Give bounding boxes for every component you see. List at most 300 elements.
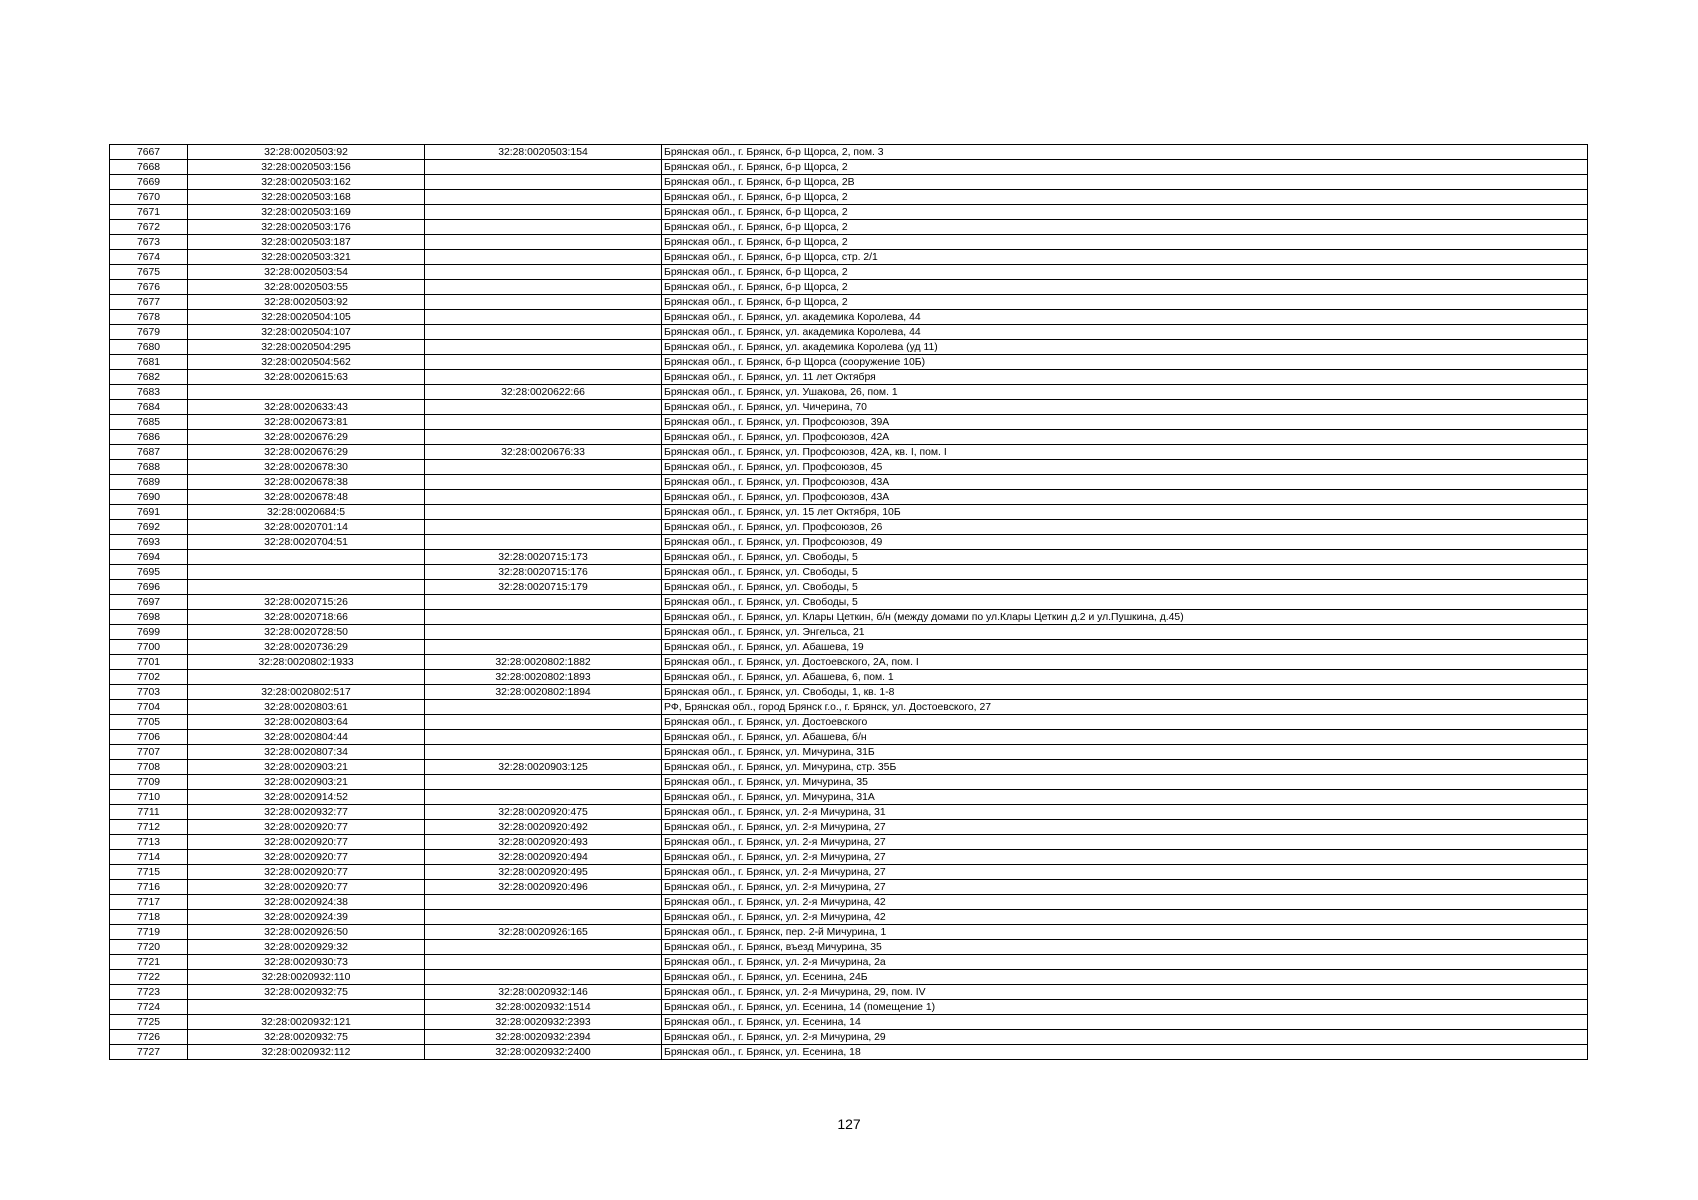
address-cell: Брянская обл., г. Брянск, ул. 2-я Мичурина, 27 (662, 850, 1588, 865)
object-cadastral-number-cell (425, 475, 662, 490)
object-cadastral-number-cell: 32:28:0020920:493 (425, 835, 662, 850)
row-number-cell: 7697 (110, 595, 188, 610)
table-row (110, 430, 1588, 445)
table-row (110, 850, 1588, 865)
object-cadastral-number-cell: 32:28:0020903:125 (425, 760, 662, 775)
object-cadastral-number-cell: 32:28:0020920:475 (425, 805, 662, 820)
land-cadastral-number-cell: 32:28:0020728:50 (188, 625, 425, 640)
row-number-cell: 7708 (110, 760, 188, 775)
object-cadastral-number-cell (425, 340, 662, 355)
land-cadastral-number-cell: 32:28:0020503:156 (188, 160, 425, 175)
row-number-cell: 7716 (110, 880, 188, 895)
object-cadastral-number-cell (425, 400, 662, 415)
table-row (110, 280, 1588, 295)
row-number-cell: 7698 (110, 610, 188, 625)
row-number-cell: 7687 (110, 445, 188, 460)
land-cadastral-number-cell: 32:28:0020615:63 (188, 370, 425, 385)
row-number-cell: 7681 (110, 355, 188, 370)
land-cadastral-number-cell: 32:28:0020704:51 (188, 535, 425, 550)
table-row (110, 535, 1588, 550)
table-row (110, 475, 1588, 490)
address-cell: Брянская обл., г. Брянск, б-р Щорса, 2 (662, 160, 1588, 175)
land-cadastral-number-cell: 32:28:0020926:50 (188, 925, 425, 940)
address-cell: Брянская обл., г. Брянск, ул. академика Королева (уд 11) (662, 340, 1588, 355)
address-cell: Брянская обл., г. Брянск, ул. Есенина, 18 (662, 1045, 1588, 1060)
land-cadastral-number-cell: 32:28:0020930:73 (188, 955, 425, 970)
address-cell: Брянская обл., г. Брянск, ул. Абашева, б/н (662, 730, 1588, 745)
table-row (110, 1000, 1588, 1015)
table-row (110, 295, 1588, 310)
table-row (110, 640, 1588, 655)
address-cell: Брянская обл., г. Брянск, ул. Есенина, 14 (662, 1015, 1588, 1030)
land-cadastral-number-cell: 32:28:0020503:92 (188, 145, 425, 160)
table-row (110, 550, 1588, 565)
land-cadastral-number-cell: 32:28:0020903:21 (188, 760, 425, 775)
row-number-cell: 7724 (110, 1000, 188, 1015)
table-row (110, 400, 1588, 415)
address-cell: Брянская обл., г. Брянск, ул. академика Королева, 44 (662, 310, 1588, 325)
land-cadastral-number-cell: 32:28:0020932:75 (188, 1030, 425, 1045)
land-cadastral-number-cell: 32:28:0020715:26 (188, 595, 425, 610)
object-cadastral-number-cell: 32:28:0020920:492 (425, 820, 662, 835)
table-row (110, 490, 1588, 505)
address-cell: Брянская обл., г. Брянск, ул. Профсоюзов, 26 (662, 520, 1588, 535)
row-number-cell: 7670 (110, 190, 188, 205)
address-cell: Брянская обл., г. Брянск, ул. 2-я Мичурина, 29, пом. IV (662, 985, 1588, 1000)
object-cadastral-number-cell: 32:28:0020802:1882 (425, 655, 662, 670)
row-number-cell: 7722 (110, 970, 188, 985)
row-number-cell: 7700 (110, 640, 188, 655)
row-number-cell: 7725 (110, 1015, 188, 1030)
table-row (110, 595, 1588, 610)
object-cadastral-number-cell: 32:28:0020932:1514 (425, 1000, 662, 1015)
address-cell: Брянская обл., г. Брянск, ул. Свободы, 5 (662, 580, 1588, 595)
land-cadastral-number-cell: 32:28:0020504:295 (188, 340, 425, 355)
object-cadastral-number-cell (425, 280, 662, 295)
object-cadastral-number-cell (425, 190, 662, 205)
table-row (110, 415, 1588, 430)
land-cadastral-number-cell: 32:28:0020802:1933 (188, 655, 425, 670)
row-number-cell: 7690 (110, 490, 188, 505)
table-row (110, 145, 1588, 160)
land-cadastral-number-cell: 32:28:0020932:77 (188, 805, 425, 820)
table-row (110, 1015, 1588, 1030)
row-number-cell: 7691 (110, 505, 188, 520)
row-number-cell: 7686 (110, 430, 188, 445)
row-number-cell: 7688 (110, 460, 188, 475)
object-cadastral-number-cell (425, 625, 662, 640)
object-cadastral-number-cell (425, 355, 662, 370)
table-row (110, 820, 1588, 835)
land-cadastral-number-cell: 32:28:0020503:162 (188, 175, 425, 190)
object-cadastral-number-cell (425, 775, 662, 790)
row-number-cell: 7694 (110, 550, 188, 565)
row-number-cell: 7717 (110, 895, 188, 910)
table-row (110, 580, 1588, 595)
table-row (110, 385, 1588, 400)
row-number-cell: 7727 (110, 1045, 188, 1060)
row-number-cell: 7672 (110, 220, 188, 235)
object-cadastral-number-cell (425, 895, 662, 910)
land-cadastral-number-cell: 32:28:0020504:105 (188, 310, 425, 325)
object-cadastral-number-cell (425, 370, 662, 385)
address-cell: Брянская обл., г. Брянск, ул. Достоевского (662, 715, 1588, 730)
table-row (110, 310, 1588, 325)
address-cell: Брянская обл., г. Брянск, ул. Мичурина, 31Б (662, 745, 1588, 760)
address-cell: Брянская обл., г. Брянск, ул. 2-я Мичурина, 2а (662, 955, 1588, 970)
address-cell: Брянская обл., г. Брянск, ул. Свободы, 5 (662, 550, 1588, 565)
row-number-cell: 7679 (110, 325, 188, 340)
object-cadastral-number-cell (425, 970, 662, 985)
land-cadastral-number-cell: 32:28:0020503:92 (188, 295, 425, 310)
row-number-cell: 7718 (110, 910, 188, 925)
land-cadastral-number-cell: 32:28:0020920:77 (188, 835, 425, 850)
table-row (110, 835, 1588, 850)
row-number-cell: 7682 (110, 370, 188, 385)
address-cell: Брянская обл., г. Брянск, б-р Щорса, 2 (662, 280, 1588, 295)
address-cell: Брянская обл., г. Брянск, ул. Есенина, 14 (помещение 1) (662, 1000, 1588, 1015)
address-cell: Брянская обл., г. Брянск, ул. Профсоюзов, 42А (662, 430, 1588, 445)
object-cadastral-number-cell (425, 250, 662, 265)
address-cell: Брянская обл., г. Брянск, ул. Свободы, 5 (662, 565, 1588, 580)
table-row (110, 775, 1588, 790)
object-cadastral-number-cell (425, 520, 662, 535)
land-cadastral-number-cell: 32:28:0020503:54 (188, 265, 425, 280)
row-number-cell: 7715 (110, 865, 188, 880)
row-number-cell: 7699 (110, 625, 188, 640)
table-row (110, 205, 1588, 220)
object-cadastral-number-cell (425, 700, 662, 715)
address-cell: Брянская обл., г. Брянск, б-р Щорса, 2 (662, 265, 1588, 280)
row-number-cell: 7671 (110, 205, 188, 220)
row-number-cell: 7685 (110, 415, 188, 430)
row-number-cell: 7695 (110, 565, 188, 580)
object-cadastral-number-cell (425, 715, 662, 730)
land-cadastral-number-cell: 32:28:0020924:39 (188, 910, 425, 925)
table-row (110, 160, 1588, 175)
object-cadastral-number-cell: 32:28:0020622:66 (425, 385, 662, 400)
address-cell: Брянская обл., г. Брянск, б-р Щорса, 2 (662, 220, 1588, 235)
object-cadastral-number-cell (425, 325, 662, 340)
table-row (110, 175, 1588, 190)
table-row (110, 1045, 1588, 1060)
land-cadastral-number-cell: 32:28:0020903:21 (188, 775, 425, 790)
land-cadastral-number-cell: 32:28:0020503:169 (188, 205, 425, 220)
table-row (110, 970, 1588, 985)
address-cell: Брянская обл., г. Брянск, б-р Щорса, 2, пом. 3 (662, 145, 1588, 160)
row-number-cell: 7712 (110, 820, 188, 835)
land-cadastral-number-cell: 32:28:0020914:52 (188, 790, 425, 805)
object-cadastral-number-cell (425, 610, 662, 625)
row-number-cell: 7678 (110, 310, 188, 325)
table-row (110, 730, 1588, 745)
address-cell: Брянская обл., г. Брянск, б-р Щорса, 2В (662, 175, 1588, 190)
object-cadastral-number-cell (425, 910, 662, 925)
land-cadastral-number-cell: 32:28:0020678:30 (188, 460, 425, 475)
object-cadastral-number-cell: 32:28:0020932:2400 (425, 1045, 662, 1060)
address-cell: Брянская обл., г. Брянск, ул. 2-я Мичурина, 27 (662, 880, 1588, 895)
land-cadastral-number-cell: 32:28:0020736:29 (188, 640, 425, 655)
table-row (110, 610, 1588, 625)
object-cadastral-number-cell (425, 235, 662, 250)
land-cadastral-number-cell: 32:28:0020718:66 (188, 610, 425, 625)
land-cadastral-number-cell (188, 580, 425, 595)
address-cell: Брянская обл., г. Брянск, б-р Щорса (сооружение 10Б) (662, 355, 1588, 370)
land-cadastral-number-cell: 32:28:0020802:517 (188, 685, 425, 700)
table-row (110, 355, 1588, 370)
row-number-cell: 7675 (110, 265, 188, 280)
table-row (110, 985, 1588, 1000)
row-number-cell: 7711 (110, 805, 188, 820)
address-cell: Брянская обл., г. Брянск, ул. 2-я Мичурина, 42 (662, 895, 1588, 910)
table-row (110, 265, 1588, 280)
table-row (110, 745, 1588, 760)
object-cadastral-number-cell: 32:28:0020920:494 (425, 850, 662, 865)
object-cadastral-number-cell: 32:28:0020920:495 (425, 865, 662, 880)
table-row (110, 655, 1588, 670)
address-cell: Брянская обл., г. Брянск, б-р Щорса, 2 (662, 235, 1588, 250)
row-number-cell: 7677 (110, 295, 188, 310)
address-cell: Брянская обл., г. Брянск, ул. Энгельса, 21 (662, 625, 1588, 640)
land-cadastral-number-cell: 32:28:0020503:321 (188, 250, 425, 265)
address-cell: Брянская обл., г. Брянск, ул. Профсоюзов, 39А (662, 415, 1588, 430)
table-row (110, 340, 1588, 355)
row-number-cell: 7721 (110, 955, 188, 970)
object-cadastral-number-cell: 32:28:0020920:496 (425, 880, 662, 895)
address-cell: Брянская обл., г. Брянск, ул. Мичурина, стр. 35Б (662, 760, 1588, 775)
object-cadastral-number-cell (425, 295, 662, 310)
row-number-cell: 7676 (110, 280, 188, 295)
row-number-cell: 7714 (110, 850, 188, 865)
object-cadastral-number-cell: 32:28:0020926:165 (425, 925, 662, 940)
table-row (110, 895, 1588, 910)
table-row (110, 520, 1588, 535)
address-cell: Брянская обл., г. Брянск, ул. Профсоюзов, 43А (662, 490, 1588, 505)
land-cadastral-number-cell: 32:28:0020920:77 (188, 865, 425, 880)
object-cadastral-number-cell: 32:28:0020932:2394 (425, 1030, 662, 1045)
land-cadastral-number-cell: 32:28:0020920:77 (188, 850, 425, 865)
object-cadastral-number-cell (425, 220, 662, 235)
address-cell: Брянская обл., г. Брянск, ул. академика Королева, 44 (662, 325, 1588, 340)
row-number-cell: 7701 (110, 655, 188, 670)
address-cell: Брянская обл., г. Брянск, ул. Мичурина, 35 (662, 775, 1588, 790)
land-cadastral-number-cell: 32:28:0020503:176 (188, 220, 425, 235)
land-cadastral-number-cell: 32:28:0020920:77 (188, 820, 425, 835)
row-number-cell: 7673 (110, 235, 188, 250)
address-cell: Брянская обл., г. Брянск, ул. 2-я Мичурина, 31 (662, 805, 1588, 820)
land-cadastral-number-cell: 32:28:0020676:29 (188, 430, 425, 445)
object-cadastral-number-cell: 32:28:0020802:1893 (425, 670, 662, 685)
table-row (110, 685, 1588, 700)
object-cadastral-number-cell (425, 595, 662, 610)
land-cadastral-number-cell: 32:28:0020932:112 (188, 1045, 425, 1060)
row-number-cell: 7713 (110, 835, 188, 850)
table-row (110, 805, 1588, 820)
row-number-cell: 7683 (110, 385, 188, 400)
row-number-cell: 7696 (110, 580, 188, 595)
object-cadastral-number-cell (425, 265, 662, 280)
table-row (110, 715, 1588, 730)
land-cadastral-number-cell: 32:28:0020924:38 (188, 895, 425, 910)
row-number-cell: 7704 (110, 700, 188, 715)
object-cadastral-number-cell: 32:28:0020503:154 (425, 145, 662, 160)
records-table (109, 144, 1588, 1060)
address-cell: Брянская обл., г. Брянск, ул. Чичерина, 70 (662, 400, 1588, 415)
row-number-cell: 7705 (110, 715, 188, 730)
address-cell: Брянская обл., г. Брянск, б-р Щорса, 2 (662, 205, 1588, 220)
row-number-cell: 7692 (110, 520, 188, 535)
row-number-cell: 7710 (110, 790, 188, 805)
object-cadastral-number-cell (425, 205, 662, 220)
address-cell: Брянская обл., г. Брянск, ул. Свободы, 5 (662, 595, 1588, 610)
table-row (110, 910, 1588, 925)
address-cell: Брянская обл., г. Брянск, ул. Профсоюзов, 43А (662, 475, 1588, 490)
address-cell: Брянская обл., г. Брянск, ул. Профсоюзов, 45 (662, 460, 1588, 475)
object-cadastral-number-cell (425, 730, 662, 745)
object-cadastral-number-cell: 32:28:0020715:173 (425, 550, 662, 565)
row-number-cell: 7707 (110, 745, 188, 760)
table-row (110, 625, 1588, 640)
table-row (110, 370, 1588, 385)
page-number: 127 (837, 1116, 861, 1132)
address-cell: Брянская обл., г. Брянск, ул. 11 лет Октября (662, 370, 1588, 385)
object-cadastral-number-cell (425, 745, 662, 760)
row-number-cell: 7702 (110, 670, 188, 685)
table-row (110, 445, 1588, 460)
land-cadastral-number-cell (188, 565, 425, 580)
land-cadastral-number-cell: 32:28:0020504:107 (188, 325, 425, 340)
object-cadastral-number-cell (425, 640, 662, 655)
land-cadastral-number-cell: 32:28:0020673:81 (188, 415, 425, 430)
object-cadastral-number-cell (425, 790, 662, 805)
address-cell: Брянская обл., г. Брянск, ул. Профсоюзов, 42А, кв. I, пом. I (662, 445, 1588, 460)
table-row (110, 925, 1588, 940)
address-cell: Брянская обл., г. Брянск, ул. Профсоюзов, 49 (662, 535, 1588, 550)
land-cadastral-number-cell: 32:28:0020929:32 (188, 940, 425, 955)
table-row (110, 670, 1588, 685)
land-cadastral-number-cell: 32:28:0020932:121 (188, 1015, 425, 1030)
row-number-cell: 7684 (110, 400, 188, 415)
land-cadastral-number-cell (188, 385, 425, 400)
land-cadastral-number-cell (188, 670, 425, 685)
land-cadastral-number-cell: 32:28:0020503:168 (188, 190, 425, 205)
address-cell: Брянская обл., г. Брянск, ул. 2-я Мичурина, 29 (662, 1030, 1588, 1045)
table-row (110, 880, 1588, 895)
table-row (110, 940, 1588, 955)
row-number-cell: 7723 (110, 985, 188, 1000)
table-row (110, 250, 1588, 265)
address-cell: Брянская обл., г. Брянск, въезд Мичурина, 35 (662, 940, 1588, 955)
object-cadastral-number-cell: 32:28:0020802:1894 (425, 685, 662, 700)
object-cadastral-number-cell (425, 175, 662, 190)
object-cadastral-number-cell (425, 460, 662, 475)
land-cadastral-number-cell: 32:28:0020932:75 (188, 985, 425, 1000)
object-cadastral-number-cell (425, 955, 662, 970)
address-cell: Брянская обл., г. Брянск, б-р Щорса, 2 (662, 190, 1588, 205)
object-cadastral-number-cell (425, 940, 662, 955)
table-row (110, 1030, 1588, 1045)
row-number-cell: 7667 (110, 145, 188, 160)
row-number-cell: 7706 (110, 730, 188, 745)
address-cell: Брянская обл., г. Брянск, ул. Мичурина, 31А (662, 790, 1588, 805)
table-row (110, 325, 1588, 340)
address-cell: РФ, Брянская обл., город Брянск г.о., г. Брянск, ул. Достоевского, 27 (662, 700, 1588, 715)
records-table-body (110, 145, 1588, 1060)
row-number-cell: 7709 (110, 775, 188, 790)
row-number-cell: 7719 (110, 925, 188, 940)
row-number-cell: 7674 (110, 250, 188, 265)
table-row (110, 760, 1588, 775)
land-cadastral-number-cell: 32:28:0020701:14 (188, 520, 425, 535)
land-cadastral-number-cell: 32:28:0020932:110 (188, 970, 425, 985)
address-cell: Брянская обл., г. Брянск, ул. Клары Цеткин, б/н (между домами по ул.Клары Цеткин д.2 и ул.Пушкина, д.45) (662, 610, 1588, 625)
row-number-cell: 7680 (110, 340, 188, 355)
land-cadastral-number-cell (188, 1000, 425, 1015)
land-cadastral-number-cell: 32:28:0020920:77 (188, 880, 425, 895)
object-cadastral-number-cell: 32:28:0020715:179 (425, 580, 662, 595)
land-cadastral-number-cell: 32:28:0020803:61 (188, 700, 425, 715)
address-cell: Брянская обл., г. Брянск, ул. 2-я Мичурина, 27 (662, 865, 1588, 880)
address-cell: Брянская обл., г. Брянск, б-р Щорса, 2 (662, 295, 1588, 310)
land-cadastral-number-cell: 32:28:0020504:562 (188, 355, 425, 370)
land-cadastral-number-cell: 32:28:0020684:5 (188, 505, 425, 520)
table-row (110, 790, 1588, 805)
object-cadastral-number-cell: 32:28:0020676:33 (425, 445, 662, 460)
table-row (110, 955, 1588, 970)
row-number-cell: 7668 (110, 160, 188, 175)
land-cadastral-number-cell (188, 550, 425, 565)
address-cell: Брянская обл., г. Брянск, ул. Абашева, 19 (662, 640, 1588, 655)
land-cadastral-number-cell: 32:28:0020804:44 (188, 730, 425, 745)
row-number-cell: 7726 (110, 1030, 188, 1045)
address-cell: Брянская обл., г. Брянск, б-р Щорса, стр. 2/1 (662, 250, 1588, 265)
address-cell: Брянская обл., г. Брянск, ул. 2-я Мичурина, 27 (662, 835, 1588, 850)
table-row (110, 700, 1588, 715)
address-cell: Брянская обл., г. Брянск, ул. 2-я Мичурина, 42 (662, 910, 1588, 925)
object-cadastral-number-cell: 32:28:0020715:176 (425, 565, 662, 580)
object-cadastral-number-cell (425, 430, 662, 445)
address-cell: Брянская обл., г. Брянск, ул. Абашева, 6, пом. 1 (662, 670, 1588, 685)
address-cell: Брянская обл., г. Брянск, ул. 2-я Мичурина, 27 (662, 820, 1588, 835)
address-cell: Брянская обл., г. Брянск, ул. 15 лет Октября, 10Б (662, 505, 1588, 520)
object-cadastral-number-cell (425, 415, 662, 430)
object-cadastral-number-cell (425, 310, 662, 325)
table-row (110, 235, 1588, 250)
land-cadastral-number-cell: 32:28:0020678:38 (188, 475, 425, 490)
row-number-cell: 7703 (110, 685, 188, 700)
object-cadastral-number-cell (425, 505, 662, 520)
object-cadastral-number-cell (425, 535, 662, 550)
address-cell: Брянская обл., г. Брянск, ул. Достоевского, 2А, пом. I (662, 655, 1588, 670)
land-cadastral-number-cell: 32:28:0020503:187 (188, 235, 425, 250)
land-cadastral-number-cell: 32:28:0020676:29 (188, 445, 425, 460)
land-cadastral-number-cell: 32:28:0020803:64 (188, 715, 425, 730)
land-cadastral-number-cell: 32:28:0020503:55 (188, 280, 425, 295)
row-number-cell: 7720 (110, 940, 188, 955)
table-row (110, 505, 1588, 520)
object-cadastral-number-cell (425, 490, 662, 505)
land-cadastral-number-cell: 32:28:0020678:48 (188, 490, 425, 505)
row-number-cell: 7689 (110, 475, 188, 490)
address-cell: Брянская обл., г. Брянск, пер. 2-й Мичурина, 1 (662, 925, 1588, 940)
table-row (110, 565, 1588, 580)
object-cadastral-number-cell: 32:28:0020932:146 (425, 985, 662, 1000)
land-cadastral-number-cell: 32:28:0020807:34 (188, 745, 425, 760)
row-number-cell: 7693 (110, 535, 188, 550)
object-cadastral-number-cell: 32:28:0020932:2393 (425, 1015, 662, 1030)
land-cadastral-number-cell: 32:28:0020633:43 (188, 400, 425, 415)
address-cell: Брянская обл., г. Брянск, ул. Ушакова, 26, пом. 1 (662, 385, 1588, 400)
